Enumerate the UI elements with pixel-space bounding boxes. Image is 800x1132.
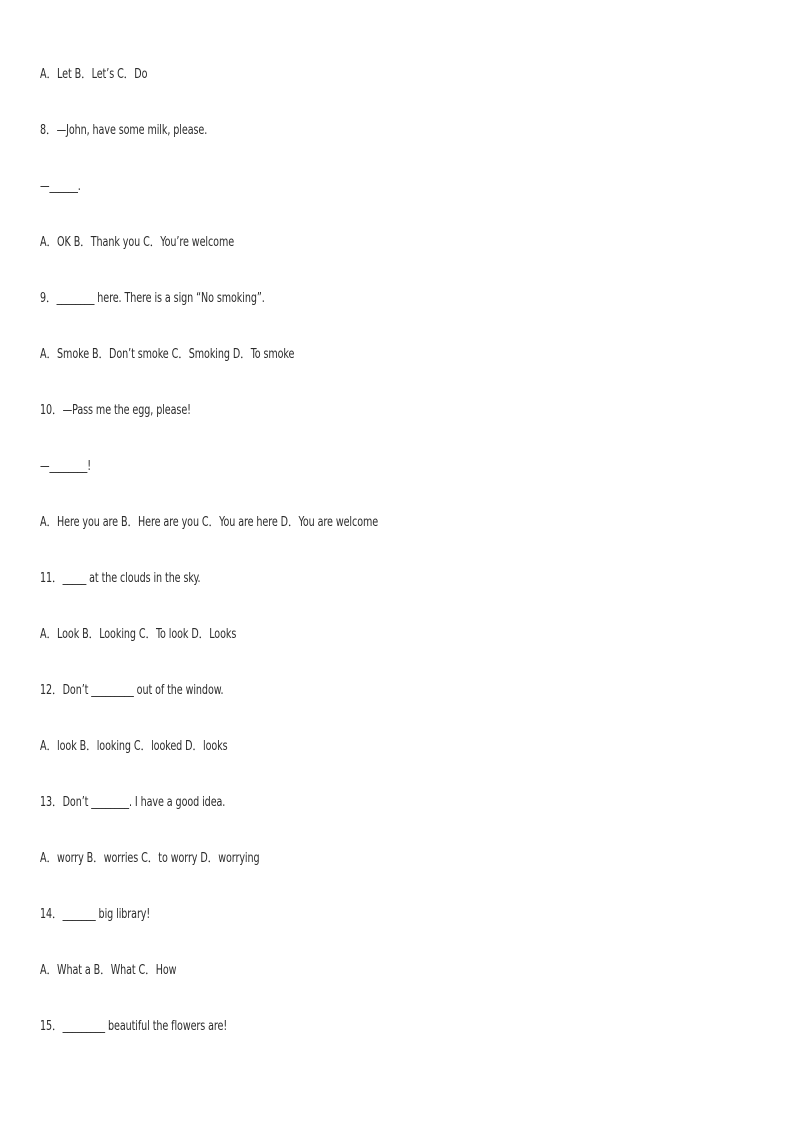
q14-options: A．What a B．What C．How <box>40 963 177 978</box>
q12-question: 12．Don’t _________ out of the window. <box>40 683 224 698</box>
q15-question: 15．_________ beautiful the flowers are! <box>40 1019 228 1034</box>
q8-reply-blank: —______. <box>40 179 81 194</box>
q12-options: A．look B．looking C．looked D．looks <box>40 739 228 754</box>
q10-question: 10．—Pass me the egg, please! <box>40 403 191 418</box>
q14-question: 14．_______ big library! <box>40 907 151 922</box>
q8-question: 8．—John, have some milk, please. <box>40 123 208 138</box>
q8-options: A．OK B．Thank you C．You’re welcome <box>40 235 235 250</box>
q13-options: A．worry B．worries C．to worry D．worrying <box>40 851 260 866</box>
q11-question: 11．_____ at the clouds in the sky. <box>40 571 201 586</box>
q10-options: A．Here you are B．Here are you C．You are here D．You are welcome <box>40 515 379 530</box>
q9-options: A．Smoke B．Don’t smoke C．Smoking D．To smoke <box>40 347 295 362</box>
q7-options: A．Let B．Let’s C．Do <box>40 67 148 82</box>
q9-question: 9．________ here. There is a sign “No smoking”. <box>40 291 265 306</box>
q11-options: A．Look B．Looking C．To look D．Looks <box>40 627 237 642</box>
q10-reply-blank: —________! <box>40 459 91 474</box>
q13-question: 13．Don’t ________. I have a good idea. <box>40 795 226 810</box>
